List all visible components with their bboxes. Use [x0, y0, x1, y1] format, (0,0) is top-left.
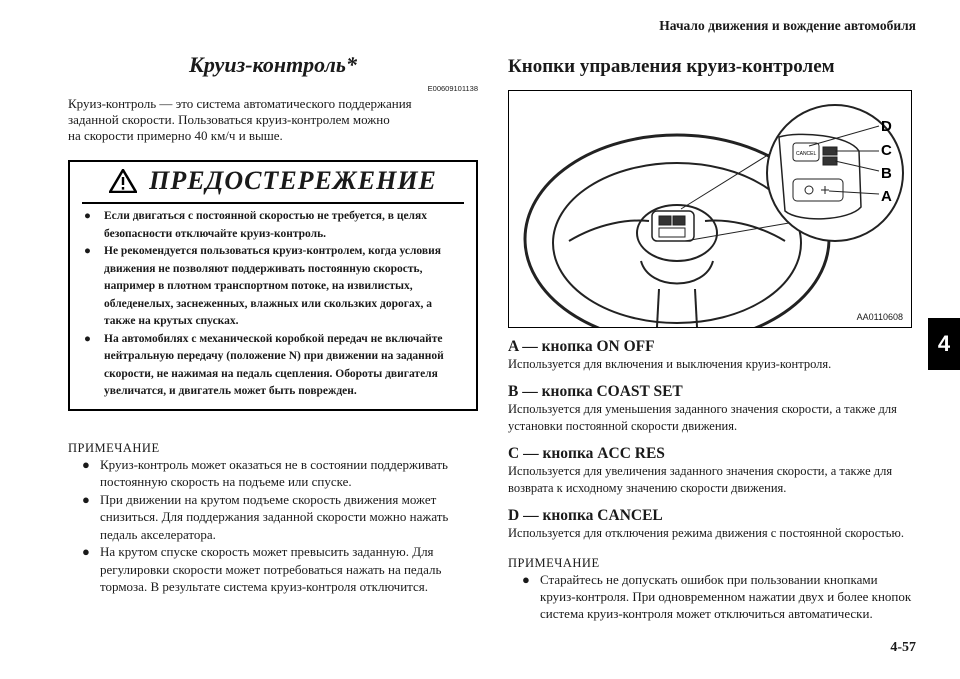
button-c-desc: Используется для увеличения заданного значения скорости, а также для возврата к исходному значению скорости движения. — [508, 464, 893, 495]
button-c-title: C — кнопка ACC RES — [508, 445, 665, 462]
section-title: Круиз-контроль* — [189, 52, 357, 77]
intro-line: на скорости примерно 40 км/ч и выше. — [68, 128, 283, 143]
button-b-desc: Используется для уменьшения заданного значения скорости, а также для установки постоянной скорости движения. — [508, 402, 897, 433]
left-column — [68, 48, 478, 596]
warning-list — [70, 208, 476, 401]
page-header: Начало движения и вождение автомобиля — [659, 18, 916, 33]
section-title-buttons: Кнопки управления круиз-контролем — [508, 56, 835, 77]
page-number: 4-57 — [890, 640, 916, 655]
intro-line: Круиз-контроль — это система автоматического поддержания — [68, 96, 412, 111]
steering-wheel-figure — [508, 90, 912, 328]
right-column — [508, 48, 913, 622]
warning-header — [82, 162, 464, 204]
chapter-tab: 4 — [928, 318, 960, 370]
note-item: ● На крутом спуске скорость может превысить заданную. Для регулировки скорости может потребоваться нажать на педаль тормоза. В результате система круиз-контроля отключится. — [82, 543, 478, 596]
button-a-title: A — кнопка ON OFF — [508, 338, 655, 355]
button-b-title: B — кнопка COAST SET — [508, 383, 683, 400]
warning-item: ● Если двигаться с постоянной скоростью не требуется, в целях безопасности отключайте круиз-контроль. — [84, 208, 466, 243]
label-a: A — [881, 188, 892, 205]
steering-wheel-illustration — [509, 91, 911, 327]
warning-item: ● На автомобилях с механической коробкой передач не включайте нейтральную передачу (положение N) при движении на заданной скорости, не нажимая на педаль сцепления. Обороты двигателя увеличатся, и двигатель может быть поврежден. — [84, 331, 466, 401]
button-d-title: D — кнопка CANCEL — [508, 507, 663, 524]
note-title-right: ПРИМЕЧАНИЕ — [508, 556, 600, 570]
warning-triangle-icon — [109, 169, 137, 193]
intro-line: заданной скорости. Пользоваться круиз-контролем можно — [68, 112, 390, 127]
button-a-desc: Используется для включения и выключения круиз-контроля. — [508, 357, 832, 371]
button-d-desc: Используется для отключения режима движения с постоянной скоростью. — [508, 526, 904, 540]
label-c: C — [881, 142, 892, 159]
warning-box — [68, 160, 478, 411]
note-item: ● При движении на крутом подъеме скорость движения может снизиться. Для поддержания заданной скорости можно нажать педаль акселератора. — [82, 491, 478, 544]
note-list-right — [508, 571, 913, 622]
label-d: D — [881, 118, 892, 135]
intro-text — [68, 96, 478, 144]
note-list — [68, 456, 478, 596]
note-title: ПРИМЕЧАНИЕ — [68, 440, 160, 455]
warning-title: ПРЕДОСТЕРЕЖЕНИЕ — [149, 166, 437, 195]
note-item: ● Старайтесь не допускать ошибок при пользовании кнопками круиз-контроля. При одновременном нажатии двух и более кнопок система круиз-контроля может отключиться автоматически. — [522, 571, 913, 622]
figure-code: AA0110608 — [856, 312, 903, 322]
label-b: B — [881, 165, 892, 182]
zoom-line — [685, 223, 789, 241]
cancel-label: CANCEL — [796, 151, 817, 157]
note-item: ● Круиз-контроль может оказаться не в состоянии поддерживать постоянную скорость на подъеме или спуске. — [82, 456, 478, 491]
section-code: E00609101138 — [427, 84, 478, 93]
warning-item: ● Не рекомендуется пользоваться круиз-контролем, когда условия движения не позволяют поддерживать постоянную скорость, например в плотном транспортном потоке, на извилистых, обледенелых, заснеженных, влажных или скользких дорогах, а также на крутых спусках. — [84, 243, 466, 331]
